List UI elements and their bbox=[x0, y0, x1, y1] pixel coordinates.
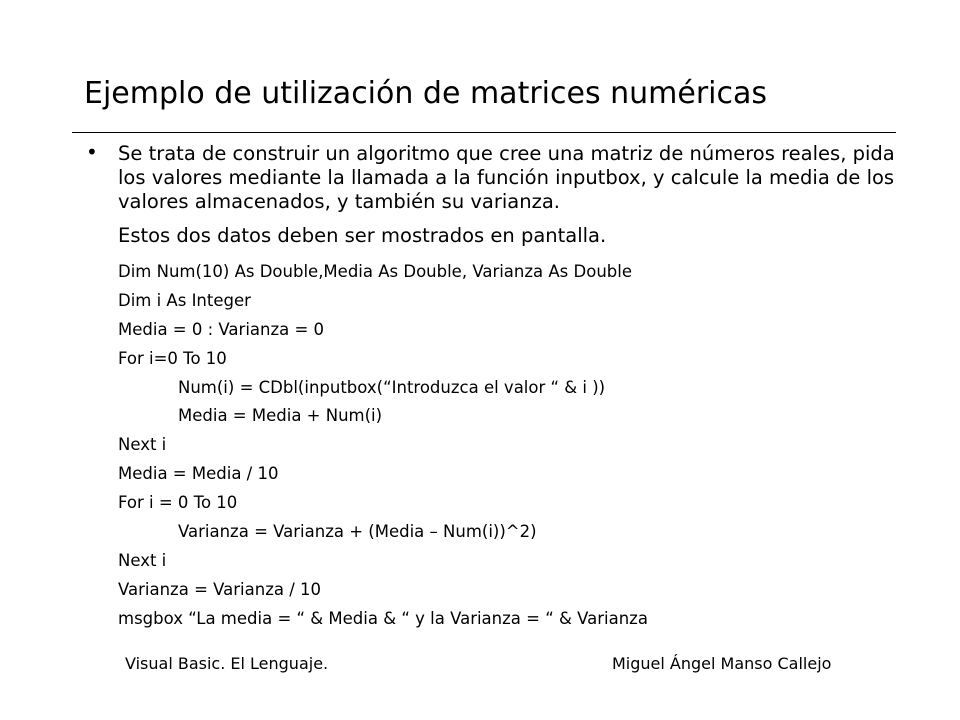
code-line: Varianza = Varianza / 10 bbox=[118, 579, 322, 599]
footer-left-text: Visual Basic. El Lenguaje. bbox=[125, 654, 329, 673]
code-line: Media = Media / 10 bbox=[118, 464, 279, 484]
description-paragraph-2: Estos dos datos deben ser mostrados en pantalla. bbox=[118, 224, 607, 247]
description-paragraph: Se trata de construir un algoritmo que cree una matriz de números reales, pida los valores mediante la llamada a la función inputbox, y calcule la media de los valores almacenados, y también su varianza. bbox=[118, 142, 895, 213]
code-line: For i = 0 To 10 bbox=[118, 493, 238, 513]
slide-title: Ejemplo de utilización de matrices numéricas bbox=[84, 76, 767, 111]
code-line: Dim Num(10) As Double,Media As Double, Varianza As Double bbox=[118, 262, 632, 281]
code-block bbox=[118, 258, 648, 634]
bullet-marker: • bbox=[86, 140, 98, 164]
code-line: Varianza = Varianza + (Media – Num(i))^2) bbox=[178, 522, 537, 542]
title-divider bbox=[72, 132, 896, 133]
code-line: Next i bbox=[118, 550, 167, 570]
code-line: Num(i) = CDbl(inputbox(“Introduzca el valor “ & i )) bbox=[178, 377, 606, 397]
code-line: Media = 0 : Varianza = 0 bbox=[118, 319, 325, 339]
code-line: msgbox “La media = “ & Media & “ y la Varianza = “ & Varianza bbox=[118, 608, 648, 628]
code-line: Media = Media + Num(i) bbox=[178, 406, 383, 426]
code-line: For i=0 To 10 bbox=[118, 348, 227, 368]
code-line: Next i bbox=[118, 435, 167, 455]
footer-right-text: Miguel Ángel Manso Callejo bbox=[612, 654, 832, 673]
code-line: Dim i As Integer bbox=[118, 290, 251, 310]
